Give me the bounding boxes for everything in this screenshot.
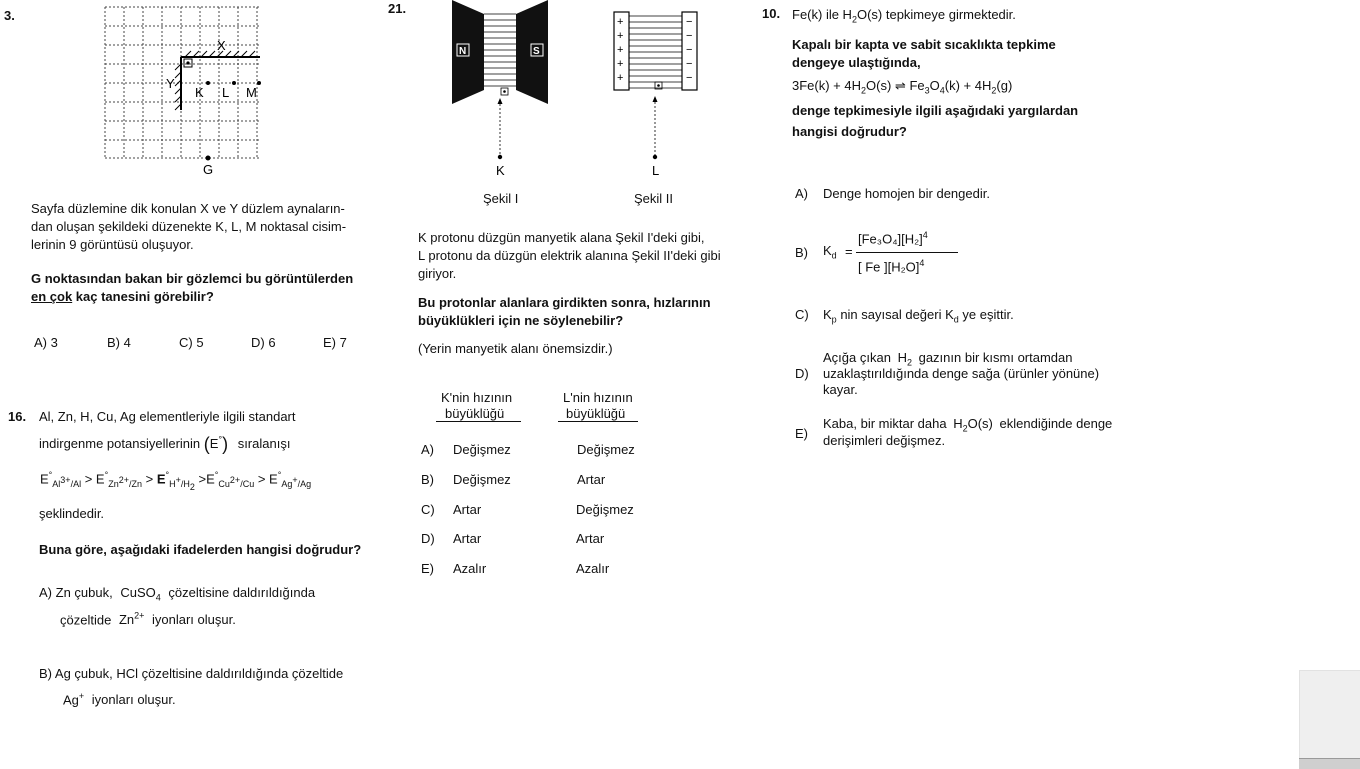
q21-col2-header2: büyüklüğü: [566, 406, 626, 421]
q21-question-line1: Bu protonlar alanlara girdikten sonra, hızlarının: [418, 295, 711, 310]
q16-text-line3: şeklindedir.: [39, 506, 105, 521]
label-g: G: [203, 162, 214, 177]
q21-text-line1: K protonu düzgün manyetik alana Şekil I'deki gibi,: [418, 230, 705, 245]
svg-text:−: −: [686, 44, 693, 56]
q3-text-line1: Sayfa düzlemine dik konulan X ve Y düzlem aynaların-: [31, 201, 345, 216]
q3-option-b[interactable]: B) 4: [107, 335, 131, 350]
q3-option-e[interactable]: E) 7: [323, 335, 347, 350]
magnet-south-label: S: [533, 46, 540, 57]
horizontal-scrollbar[interactable]: [1299, 758, 1360, 769]
q10-intro: Fe(k) ile $H_2O(s)$ tepkimeye girmektedir.: [792, 7, 1016, 25]
point-k: [206, 81, 210, 85]
label-k-proton: K: [496, 163, 505, 178]
question-10-number: 10.: [762, 6, 781, 21]
label-l: L: [222, 85, 230, 100]
point-l: [232, 81, 236, 85]
label-l-proton: L: [652, 163, 660, 178]
q10-bold-line3: denge tepkimesiyle ilgili aşağıdaki yargılardan: [792, 103, 1079, 118]
svg-text:−: −: [686, 72, 693, 84]
q10-bold-line1: Kapalı bir kapta ve sabit sıcaklıkta tepkime: [792, 37, 1056, 52]
q16-option-b[interactable]: B) Ag çubuk, HCl çözeltisine daldırıldığında çözeltide: [39, 666, 344, 681]
svg-text:+: +: [617, 30, 624, 42]
q21-col2-header1: L'nin hızının: [563, 390, 633, 405]
label-x: X: [217, 38, 226, 53]
proton-l: [653, 155, 657, 159]
svg-text:−: −: [686, 16, 693, 28]
svg-text:+: +: [617, 16, 624, 28]
q21-text-line2: L protonu da düzgün elektrik alanına Şekil II'deki gibi: [418, 248, 721, 263]
q16-option-b-line2: Ag+ iyonları oluşur.: [63, 691, 176, 708]
q3-text-line2: dan oluşan şekildeki düzenekte K, L, M noktasal cisim-: [31, 219, 347, 234]
scrollbar-corner: [1299, 670, 1360, 769]
label-k: K: [195, 85, 204, 100]
figure-2-caption: Şekil II: [634, 191, 674, 206]
question-3-number: 3.: [4, 8, 15, 23]
question-21-number: 21.: [388, 1, 407, 16]
label-m: M: [246, 85, 257, 100]
proton-k: [498, 155, 502, 159]
svg-text:+: +: [617, 72, 624, 84]
point-m: [257, 81, 261, 85]
q16-question: Buna göre, aşağıdaki ifadelerden hangisi doğrudur?: [39, 542, 362, 557]
q3-option-c[interactable]: C) 5: [179, 335, 204, 350]
point-g: [206, 156, 211, 161]
q10-bold-line4: hangisi doğrudur?: [792, 124, 907, 139]
q21-col2-underline: [558, 421, 638, 422]
svg-text:−: −: [686, 30, 693, 42]
q10-bold-line2: dengeye ulaştığında,: [792, 55, 921, 70]
q21-col1-header1: K'nin hızının: [441, 390, 513, 405]
q21-question-line2: büyüklükleri için ne söylenebilir?: [418, 313, 624, 328]
q3-option-d[interactable]: D) 6: [251, 335, 276, 350]
q16-option-a-line2: çözeltide $Zn^{2+}$ iyonları oluşur.: [60, 611, 236, 628]
question-16-number: 16.: [8, 409, 27, 424]
q3-text-line3: lerinin 9 görüntüsü oluşuyor.: [31, 237, 194, 252]
q16-text-line2: indirgenme potansiyellerinin (E°) sıralanışı: [39, 434, 291, 454]
q21-col1-underline: [436, 421, 521, 422]
label-y: Y: [166, 76, 175, 91]
svg-text:+: +: [617, 44, 624, 56]
q21-col1-header2: büyüklüğü: [445, 406, 505, 421]
q21-text-line3: giriyor.: [418, 266, 457, 281]
magnetic-field-figure: [448, 0, 552, 180]
svg-text:−: −: [686, 58, 693, 70]
q3-option-a[interactable]: A) 3: [34, 335, 58, 350]
figure-1-caption: Şekil I: [483, 191, 519, 206]
electric-field-figure: [610, 10, 702, 180]
q3-question-line2: en çok kaç tanesini görebilir?: [31, 289, 214, 304]
q16-option-a[interactable]: A) Zn çubuk, CuSO$_4$ çözeltisine daldırıldığında: [39, 585, 316, 603]
mirror-grid-figure: [100, 2, 270, 177]
svg-text:+: +: [617, 58, 624, 70]
magnet-north-label: N: [459, 46, 467, 57]
q10-reaction-equation: $3Fe(k) + 4H_2O(s)$ ⇌ $Fe_3O_4(k) + 4H_2(g)$: [792, 78, 1013, 96]
q16-potential-series: $E^\circ_{Al^{3+}/Al} > E^\circ_{Zn^{2+}/Zn} > E^\circ_{H^+/H_2} >E^\circ_{Cu^{2+}/Cu} > E^\circ_{Ag^+/Ag}$: [40, 470, 312, 492]
q16-text-line1: Al, Zn, H, Cu, Ag elementleriyle ilgili standart: [39, 409, 296, 424]
q3-question-line1: G noktasından bakan bir gözlemci bu görüntülerden: [31, 271, 354, 286]
q21-note: (Yerin manyetik alanı önemsizdir.): [418, 341, 613, 356]
